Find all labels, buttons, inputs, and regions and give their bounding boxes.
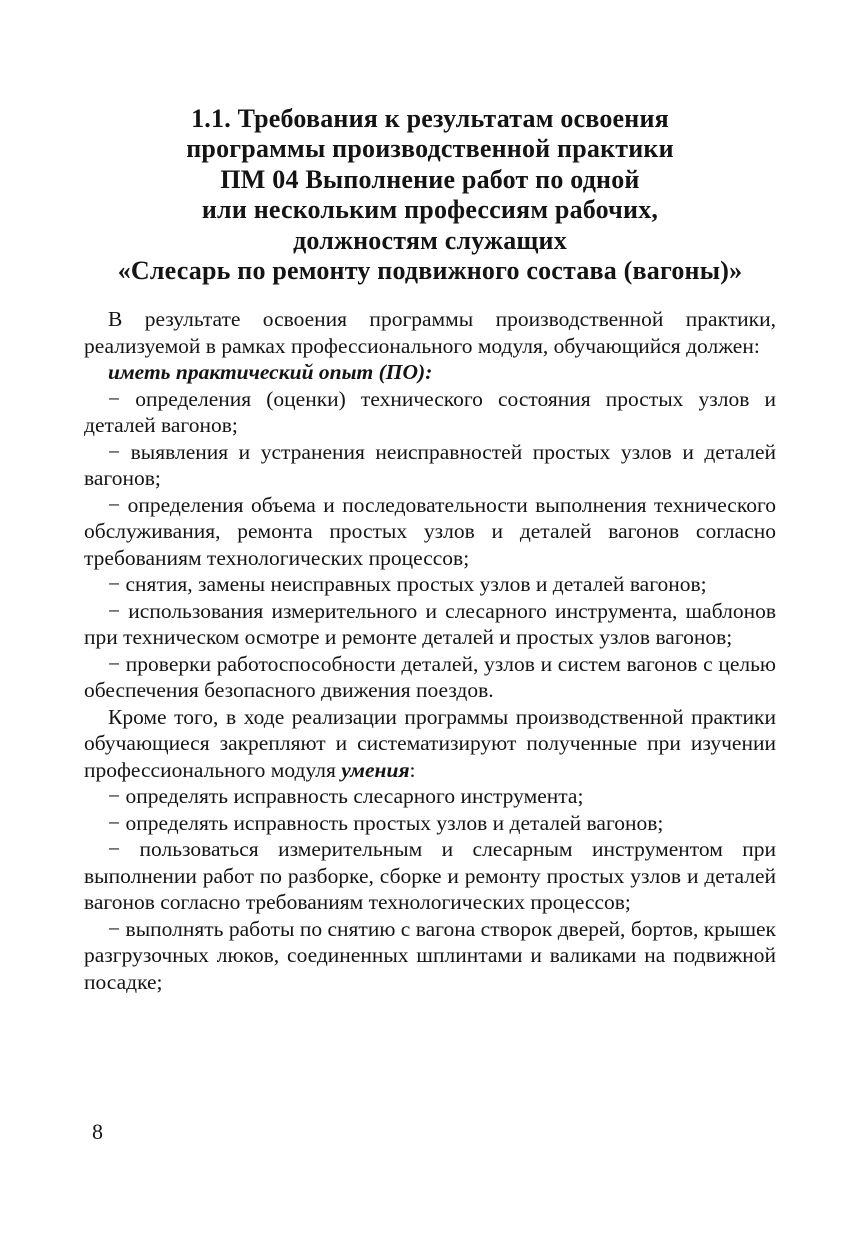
list-item: − выявления и устранения неисправностей простых узлов и деталей вагонов; [84, 439, 776, 491]
list-item: − определять исправность слесарного инструмента; [108, 784, 584, 809]
page-number: 8 [92, 1119, 103, 1144]
paragraph-skills-intro-text: Кроме того, в ходе реализации программы производственной практики обучающиеся закрепляют и систематизируют полученные при изучении профессионального модуля [84, 704, 776, 782]
heading-line: должностям служащих [293, 225, 567, 255]
paragraph-practical-experience-label: иметь практический опыт (ПО): [108, 360, 433, 385]
heading-line: ПМ 04 Выполнение работ по одной [220, 164, 640, 194]
paragraph-skills-intro-colon: : [409, 757, 416, 782]
list-item: − проверки работоспособности деталей, узлов и систем вагонов с целью обеспечения безопасного движения поездов. [84, 651, 776, 703]
list-item: − использования измерительного и слесарного инструмента, шаблонов при техническом осмотре и ремонте деталей и простых узлов вагонов; [84, 598, 776, 650]
list-item: − определять исправность простых узлов и деталей вагонов; [108, 810, 664, 835]
text-block [84, 104, 776, 995]
body-text [84, 306, 776, 995]
heading-line: 1.1. Требования к результатам освоения [191, 104, 669, 133]
paragraph-intro: В результате освоения программы производственной практики, реализуемой в рамках профессионального модуля, обучающийся должен: [84, 307, 776, 358]
list-item: − определения объема и последовательности выполнения технического обслуживания, ремонта простых узлов и деталей вагонов согласно требованиям технологических процессов; [84, 492, 776, 570]
heading-line: или нескольким профессиям рабочих, [201, 195, 659, 225]
list-item: − пользоваться измерительным и слесарным инструментом при выполнении работ по разборке, сборке и ремонту простых узлов и деталей вагонов согласно требованиям технологических процессов; [84, 837, 776, 915]
section-heading [84, 104, 776, 286]
heading-line: «Слесарь по ремонту подвижного состава (вагоны)» [117, 256, 743, 286]
heading-line: программы производственной практики [186, 134, 674, 164]
paragraph-skills-intro [84, 704, 776, 784]
list-item: − выполнять работы по снятию с вагона створок дверей, бортов, крышек разгрузочных люков, соединенных шплинтами и валиками на подвижной посадке; [84, 916, 776, 994]
list-item: − снятия, замены неисправных простых узлов и деталей вагонов; [108, 572, 707, 597]
emphasis-skills-word: умения [341, 757, 410, 782]
list-item: − определения (оценки) технического состояния простых узлов и деталей вагонов; [84, 386, 776, 438]
